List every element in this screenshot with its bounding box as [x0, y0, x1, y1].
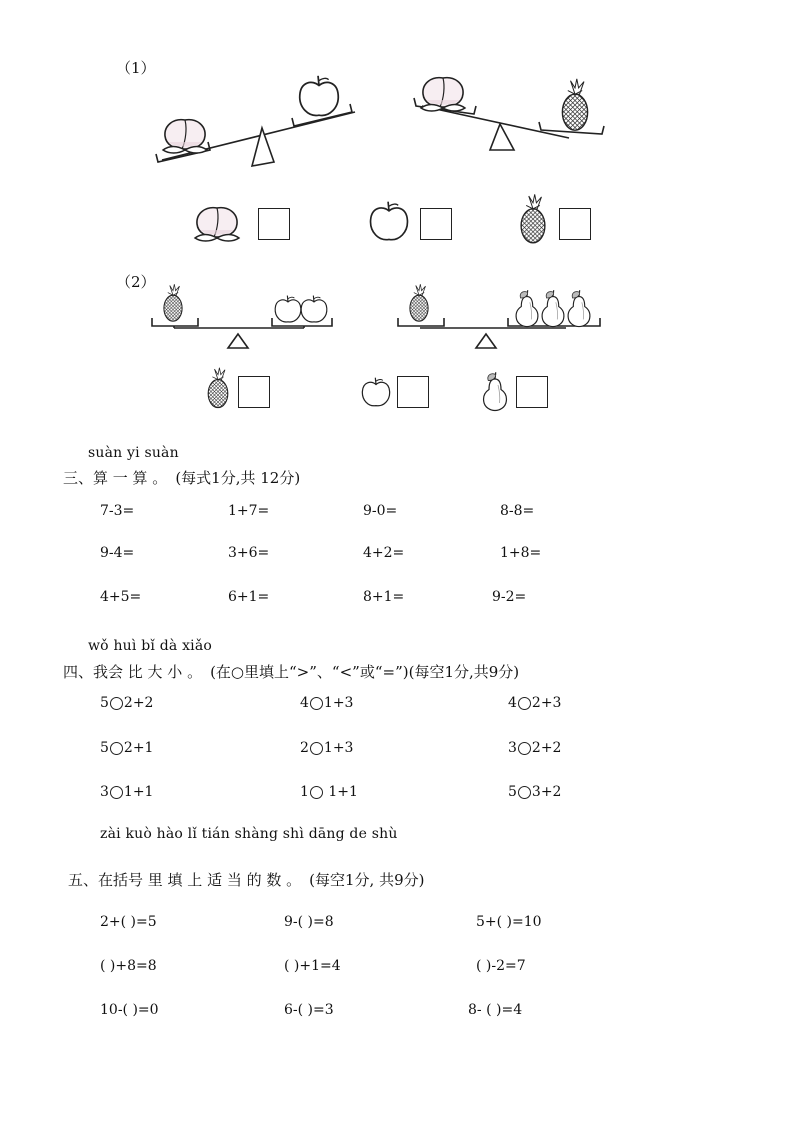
problem: 2+( )=5 [100, 914, 157, 930]
problem: 3+6= [228, 545, 270, 561]
compare-problem [508, 784, 561, 800]
section5-title [68, 869, 424, 890]
compare-problem [508, 740, 561, 756]
compare-problem [300, 740, 353, 756]
part1-label: （1） [116, 59, 156, 77]
pineapple-icon [164, 284, 182, 321]
compare-left: 3 [508, 740, 517, 756]
compare-right: 2+2 [531, 740, 562, 756]
section4-title [63, 661, 519, 682]
peach-icon [192, 200, 242, 246]
compare-left: 3 [100, 784, 109, 800]
apple-icon [359, 374, 393, 410]
compare-left: 2 [300, 740, 309, 756]
problem: 4+5= [100, 589, 142, 605]
section3-title [63, 467, 300, 488]
pineapple-icon [516, 192, 550, 246]
compare-left: 5 [100, 740, 109, 756]
compare-circle[interactable] [310, 697, 323, 710]
compare-left: 4 [508, 695, 517, 711]
compare-right: 1+3 [323, 740, 354, 756]
pear-icon [542, 290, 564, 326]
section5-title-text: 五、在括号 里 填 上 适 当 的 数 。 [68, 871, 302, 889]
compare-left: 5 [100, 695, 109, 711]
compare-right: 2+2 [123, 695, 154, 711]
compare-circle[interactable] [310, 786, 323, 799]
problem: 5+( )=10 [476, 914, 542, 930]
answer-box[interactable] [559, 208, 591, 240]
compare-circle[interactable] [110, 742, 123, 755]
answer-box[interactable] [258, 208, 290, 240]
pineapple-icon [204, 366, 232, 410]
problem: 8- ( )=4 [468, 1002, 523, 1018]
compare-circle[interactable] [110, 697, 123, 710]
problem: 1+7= [228, 503, 270, 519]
section3-pinyin: suàn yi suàn [88, 445, 179, 461]
compare-right: 1+1 [123, 784, 154, 800]
problem: 8+1= [363, 589, 405, 605]
apple-icon [300, 76, 339, 116]
section4-note: (在○里填上“>”、“<”或“=”)(每空1分,共9分) [210, 663, 520, 681]
apple-icon [275, 296, 301, 322]
compare-problem [100, 784, 153, 800]
compare-circle[interactable] [518, 786, 531, 799]
problem: 1+8= [500, 545, 542, 561]
answer-box[interactable] [420, 208, 452, 240]
problem: 6-( )=3 [284, 1002, 334, 1018]
section4-title-text: 四、我会 比 大 小 。 [63, 663, 203, 681]
answer-box[interactable] [397, 376, 429, 408]
problem: 9-2= [492, 589, 527, 605]
pineapple-icon [562, 79, 587, 130]
problem: 9-0= [363, 503, 398, 519]
compare-left: 5 [508, 784, 517, 800]
compare-circle[interactable] [110, 786, 123, 799]
balance-scale-2 [404, 76, 609, 156]
balance-scale-1 [150, 68, 370, 170]
section3-note: (每式1分,共 12分) [175, 469, 301, 487]
balance-scale-4 [396, 282, 604, 352]
problem: 4+2= [363, 545, 405, 561]
compare-right: 2+1 [123, 740, 154, 756]
compare-problem [100, 695, 153, 711]
pear-icon [568, 290, 590, 326]
compare-circle[interactable] [310, 742, 323, 755]
problem: 6+1= [228, 589, 270, 605]
compare-problem [100, 740, 153, 756]
problem: 7-3= [100, 503, 135, 519]
problem: 9-( )=8 [284, 914, 334, 930]
compare-problem [300, 784, 358, 800]
problem: ( )+1=4 [284, 958, 341, 974]
part2-label: （2） [116, 273, 156, 291]
compare-circle[interactable] [518, 697, 531, 710]
balance-scale-3 [148, 282, 338, 352]
compare-right: 1+1 [323, 784, 358, 800]
peach-icon [163, 120, 207, 153]
pear-icon [516, 290, 538, 326]
compare-right: 2+3 [531, 695, 562, 711]
compare-left: 1 [300, 784, 309, 800]
section4-pinyin: wǒ huì bǐ dà xiǎo [88, 638, 213, 654]
answer-box[interactable] [238, 376, 270, 408]
problem: ( )-2=7 [476, 958, 526, 974]
problem: 9-4= [100, 545, 135, 561]
compare-problem [508, 695, 561, 711]
peach-icon [421, 78, 465, 111]
answer-box[interactable] [516, 376, 548, 408]
compare-problem [300, 695, 353, 711]
problem: 10-( )=0 [100, 1002, 159, 1018]
compare-right: 3+2 [531, 784, 562, 800]
problem: ( )+8=8 [100, 958, 157, 974]
compare-circle[interactable] [518, 742, 531, 755]
section5-pinyin: zài kuò hào lǐ tián shàng shì dāng de shù [100, 826, 398, 842]
pineapple-icon [410, 284, 428, 321]
compare-left: 4 [300, 695, 309, 711]
apple-icon [366, 198, 412, 244]
section5-note: (每空1分, 共9分) [309, 871, 425, 889]
section3-title-text: 三、算 一 算 。 [63, 469, 168, 487]
pear-icon [480, 370, 510, 412]
apple-icon [301, 296, 327, 322]
compare-right: 1+3 [323, 695, 354, 711]
problem: 8-8= [500, 503, 535, 519]
